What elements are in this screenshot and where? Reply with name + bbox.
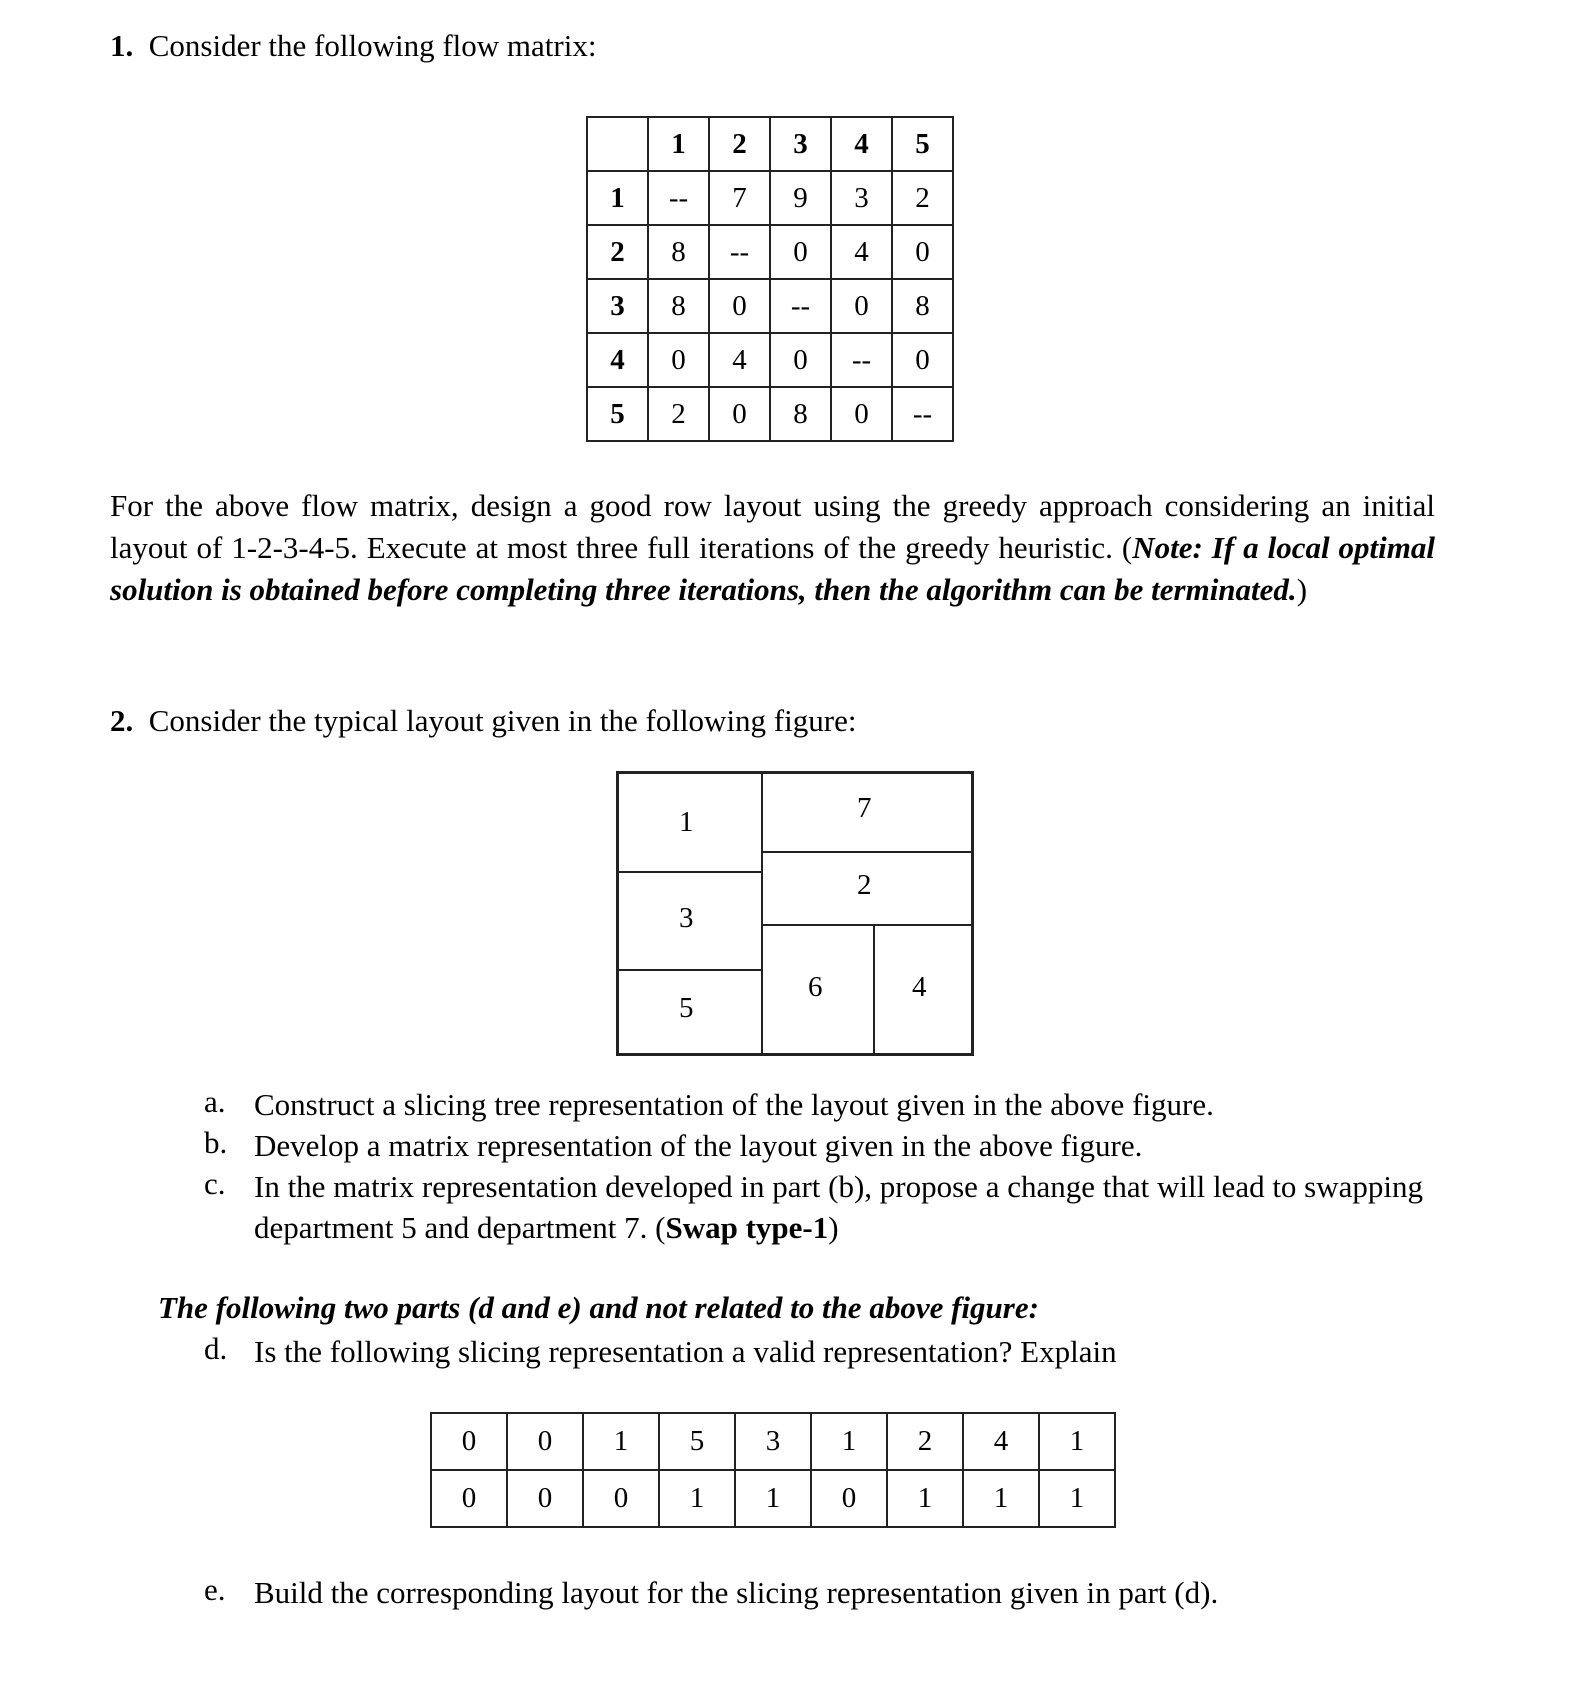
slicing-cell: 1 bbox=[811, 1413, 887, 1470]
department-1-label: 1 bbox=[679, 806, 694, 838]
slicing-cell: 0 bbox=[507, 1470, 583, 1527]
question-1-text: Consider the following flow matrix: bbox=[148, 28, 597, 63]
slicing-representation-table bbox=[430, 1412, 1116, 1528]
flow-matrix-row bbox=[587, 279, 953, 333]
divider bbox=[761, 774, 763, 1053]
slicing-cell: 1 bbox=[583, 1413, 659, 1470]
matrix-cell: 2 bbox=[892, 171, 953, 225]
item-c-label: c. bbox=[204, 1166, 226, 1201]
matrix-cell: 9 bbox=[770, 171, 831, 225]
question-1-number: 1. bbox=[110, 28, 134, 63]
item-d-text: Is the following slicing representation a valid representation? Explain bbox=[254, 1334, 1117, 1369]
item-c-text-line1: In the matrix representation developed in part (b), propose a change that will lead to swapping bbox=[254, 1169, 1424, 1204]
col-header: 4 bbox=[831, 117, 892, 171]
col-header: 2 bbox=[709, 117, 770, 171]
divider bbox=[619, 969, 761, 971]
flow-matrix-row bbox=[587, 225, 953, 279]
slicing-cell: 2 bbox=[887, 1413, 963, 1470]
instruction-text: For the above flow matrix, design a good row layout using the greedy approach considering an initial layout of 1-2-3-4-5. Execute at most three full iterations of the greedy heuristic. ( bbox=[110, 488, 1435, 565]
divider bbox=[619, 871, 761, 873]
slicing-cell: 1 bbox=[735, 1470, 811, 1527]
row-header: 5 bbox=[587, 387, 648, 441]
layout-figure bbox=[616, 771, 974, 1056]
item-b-text: Develop a matrix representation of the layout given in the above figure. bbox=[254, 1128, 1143, 1163]
flow-matrix-header-row bbox=[587, 117, 953, 171]
slicing-cell: 0 bbox=[431, 1470, 507, 1527]
matrix-cell: 0 bbox=[709, 387, 770, 441]
flow-matrix-row bbox=[587, 387, 953, 441]
department-3-label: 3 bbox=[679, 902, 694, 934]
matrix-cell: 0 bbox=[648, 333, 709, 387]
slicing-cell: 3 bbox=[735, 1413, 811, 1470]
item-c-text: department 5 and department 7. ( bbox=[254, 1210, 666, 1245]
divider bbox=[761, 851, 971, 853]
slicing-cell: 1 bbox=[1039, 1413, 1115, 1470]
slicing-cell: 1 bbox=[963, 1470, 1039, 1527]
matrix-cell: 0 bbox=[892, 333, 953, 387]
matrix-cell: -- bbox=[648, 171, 709, 225]
col-header: 5 bbox=[892, 117, 953, 171]
matrix-cell: -- bbox=[709, 225, 770, 279]
row-header: 4 bbox=[587, 333, 648, 387]
matrix-cell: 8 bbox=[648, 279, 709, 333]
department-7-label: 7 bbox=[857, 792, 872, 824]
item-d-label: d. bbox=[204, 1331, 228, 1366]
item-e-text: Build the corresponding layout for the slicing representation given in part (d). bbox=[254, 1575, 1219, 1610]
question-1-instruction bbox=[110, 485, 1435, 611]
divider bbox=[873, 924, 875, 1053]
matrix-cell: 2 bbox=[648, 387, 709, 441]
parts-d-e-subheading: The following two parts (d and e) and not related to the above figure: bbox=[158, 1290, 1039, 1325]
instruction-note: Note: If a local optimal solution is obtained before completing three iterations, then the algorithm can be terminated. bbox=[110, 530, 1435, 607]
question-2-heading bbox=[110, 703, 856, 739]
matrix-cell: 4 bbox=[831, 225, 892, 279]
flow-matrix-table bbox=[586, 116, 954, 442]
matrix-cell: 8 bbox=[770, 387, 831, 441]
slicing-cell: 1 bbox=[659, 1470, 735, 1527]
slicing-cell: 5 bbox=[659, 1413, 735, 1470]
row-header: 2 bbox=[587, 225, 648, 279]
item-e-label: e. bbox=[204, 1572, 226, 1607]
matrix-cell: 0 bbox=[770, 225, 831, 279]
slicing-cell: 4 bbox=[963, 1413, 1039, 1470]
instruction-close-paren: ) bbox=[1296, 572, 1308, 607]
slicing-cell: 0 bbox=[583, 1470, 659, 1527]
row-header: 3 bbox=[587, 279, 648, 333]
matrix-cell: 3 bbox=[831, 171, 892, 225]
slicing-cell: 0 bbox=[811, 1470, 887, 1527]
slicing-cell: 1 bbox=[887, 1470, 963, 1527]
question-2-number: 2. bbox=[110, 703, 134, 738]
item-b-label: b. bbox=[204, 1125, 228, 1160]
row-header: 1 bbox=[587, 171, 648, 225]
matrix-cell: -- bbox=[770, 279, 831, 333]
col-header: 3 bbox=[770, 117, 831, 171]
item-a-label: a. bbox=[204, 1084, 226, 1119]
matrix-cell: 0 bbox=[709, 279, 770, 333]
department-5-label: 5 bbox=[679, 992, 694, 1024]
matrix-cell: 8 bbox=[648, 225, 709, 279]
department-4-label: 4 bbox=[912, 971, 927, 1003]
matrix-cell: 0 bbox=[770, 333, 831, 387]
item-a-text: Construct a slicing tree representation of the layout given in the above figure. bbox=[254, 1087, 1214, 1122]
matrix-cell: 0 bbox=[831, 387, 892, 441]
slicing-cell: 0 bbox=[431, 1413, 507, 1470]
question-1-heading bbox=[110, 28, 596, 64]
flow-matrix-row bbox=[587, 171, 953, 225]
col-header: 1 bbox=[648, 117, 709, 171]
matrix-cell: 0 bbox=[831, 279, 892, 333]
matrix-cell: 0 bbox=[892, 225, 953, 279]
item-c-text-line2 bbox=[254, 1207, 1454, 1249]
item-c-bold: Swap type-1 bbox=[665, 1210, 829, 1245]
slicing-cell: 1 bbox=[1039, 1470, 1115, 1527]
department-2-label: 2 bbox=[857, 869, 872, 901]
flow-matrix-corner-cell bbox=[587, 117, 648, 171]
department-6-label: 6 bbox=[808, 971, 823, 1003]
matrix-cell: -- bbox=[831, 333, 892, 387]
slicing-row-1 bbox=[431, 1413, 1115, 1470]
matrix-cell: 4 bbox=[709, 333, 770, 387]
matrix-cell: -- bbox=[892, 387, 953, 441]
divider bbox=[761, 924, 971, 926]
matrix-cell: 8 bbox=[892, 279, 953, 333]
flow-matrix-row bbox=[587, 333, 953, 387]
slicing-cell: 0 bbox=[507, 1413, 583, 1470]
matrix-cell: 7 bbox=[709, 171, 770, 225]
question-2-text: Consider the typical layout given in the following figure: bbox=[148, 703, 857, 738]
slicing-row-2 bbox=[431, 1470, 1115, 1527]
item-c-close: ) bbox=[828, 1210, 839, 1245]
